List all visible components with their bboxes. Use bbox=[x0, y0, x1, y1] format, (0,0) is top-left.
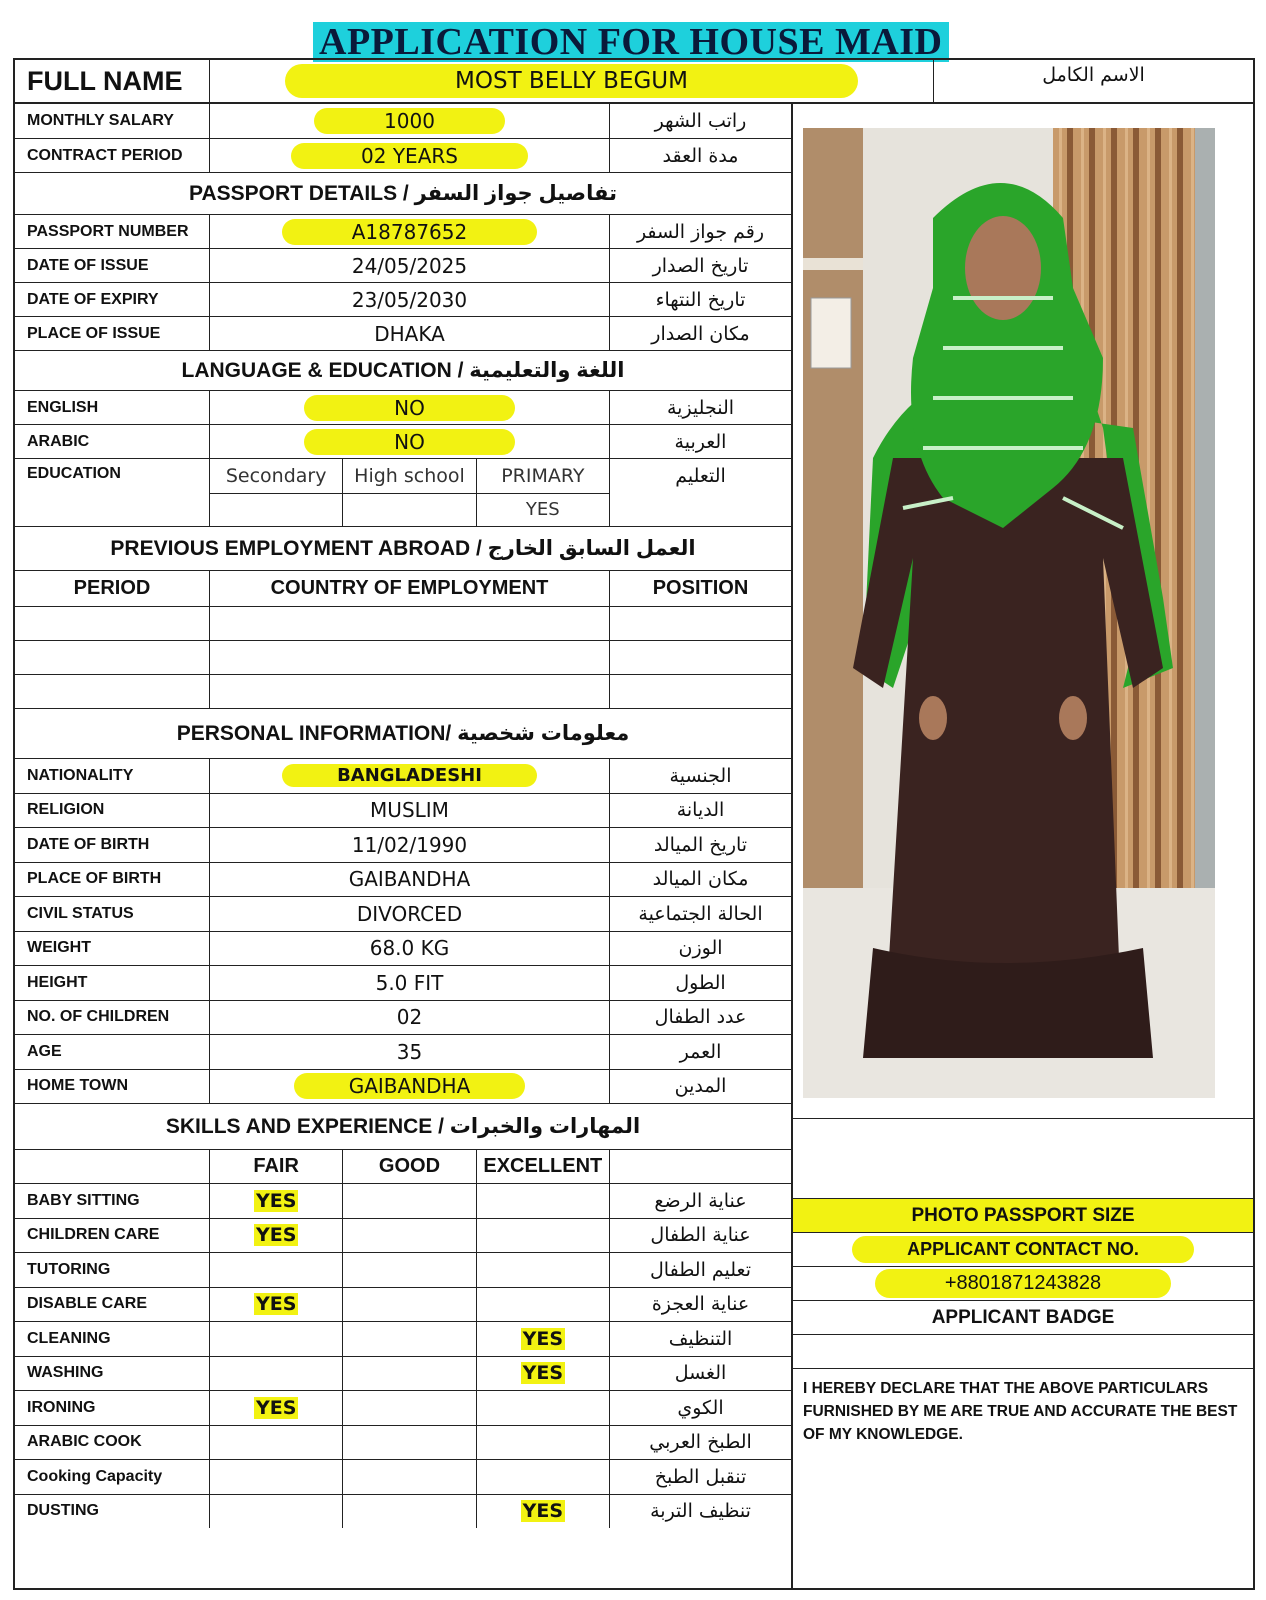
declaration bbox=[793, 1368, 1253, 1590]
passport-label: DATE OF EXPIRY bbox=[27, 290, 159, 308]
skill-label: ARABIC COOK bbox=[27, 1433, 142, 1451]
personal-label: NATIONALITY bbox=[27, 766, 134, 784]
skill-label: CHILDREN CARE bbox=[27, 1226, 160, 1244]
edu-col-value bbox=[343, 493, 475, 527]
skill-good bbox=[342, 1288, 475, 1322]
skill-fair bbox=[209, 1495, 342, 1529]
skill-label: DUSTING bbox=[27, 1502, 99, 1520]
personal-value: MUSLIM bbox=[209, 794, 609, 828]
skills-col-2: EXCELLENT bbox=[476, 1150, 609, 1183]
skills-heading-row bbox=[15, 1103, 791, 1149]
skills-row bbox=[15, 1321, 791, 1356]
skills-heading: SKILLS AND EXPERIENCE / المهارات والخبرات bbox=[165, 1115, 641, 1138]
passport-label: PLACE OF ISSUE bbox=[27, 324, 161, 342]
skill-ar: تنظيف التربة bbox=[609, 1495, 791, 1529]
skills-row bbox=[15, 1287, 791, 1322]
skill-label: BABY SITTING bbox=[27, 1191, 140, 1209]
personal-ar: تاريخ الميالد bbox=[609, 828, 791, 862]
skill-ar: تنقبل الطبخ bbox=[609, 1460, 791, 1494]
employment-cell bbox=[15, 607, 209, 640]
skill-good bbox=[342, 1495, 475, 1529]
skill-excellent bbox=[476, 1288, 609, 1322]
employment-cell bbox=[609, 607, 791, 640]
passport-value bbox=[209, 215, 609, 248]
skill-fair-text: YES bbox=[255, 1189, 297, 1212]
form-title: APPLICATION FOR HOUSE MAID bbox=[313, 22, 949, 62]
skill-fair-text: YES bbox=[255, 1396, 297, 1419]
badge-label: APPLICANT BADGE bbox=[793, 1300, 1253, 1334]
skill-label: TUTORING bbox=[27, 1260, 111, 1278]
personal-value: 35 bbox=[209, 1035, 609, 1069]
skill-ar: عناية الرضع bbox=[609, 1184, 791, 1218]
personal-row bbox=[15, 931, 791, 966]
personal-row bbox=[15, 862, 791, 897]
employment-row bbox=[15, 606, 791, 640]
passport-value: DHAKA bbox=[209, 317, 609, 350]
employment-cell bbox=[15, 641, 209, 674]
skills-col-blank bbox=[609, 1150, 791, 1183]
skills-col-0: FAIR bbox=[209, 1150, 342, 1183]
personal-row bbox=[15, 1034, 791, 1069]
education-label: EDUCATION bbox=[27, 465, 121, 482]
passport-heading-row bbox=[15, 172, 791, 214]
edu-col-0 bbox=[209, 459, 342, 526]
right-blank bbox=[793, 1118, 1253, 1198]
salary-row-label: MONTHLY SALARY bbox=[27, 112, 174, 129]
personal-row bbox=[15, 827, 791, 862]
skill-ar: عناية الطفال bbox=[609, 1219, 791, 1253]
personal-label: PLACE OF BIRTH bbox=[27, 870, 162, 888]
employment-heading-row bbox=[15, 526, 791, 570]
skills-row bbox=[15, 1459, 791, 1494]
skills-col-blank bbox=[15, 1150, 209, 1183]
personal-row bbox=[15, 896, 791, 931]
skill-good bbox=[342, 1219, 475, 1253]
personal-row bbox=[15, 793, 791, 828]
skill-good bbox=[342, 1426, 475, 1460]
skill-label: DISABLE CARE bbox=[27, 1295, 148, 1313]
personal-value bbox=[209, 1070, 609, 1104]
employment-col-position: POSITION bbox=[609, 571, 791, 606]
skill-fair bbox=[209, 1426, 342, 1460]
personal-ar: المدين bbox=[609, 1070, 791, 1104]
skill-excellent bbox=[476, 1495, 609, 1529]
personal-value: 68.0 KG bbox=[209, 932, 609, 966]
salary-row-ar: راتب الشهر bbox=[609, 104, 791, 138]
skills-row bbox=[15, 1252, 791, 1287]
skill-fair bbox=[209, 1253, 342, 1287]
skill-good bbox=[342, 1460, 475, 1494]
personal-row bbox=[15, 965, 791, 1000]
edu-col-1 bbox=[342, 459, 475, 526]
contact-number bbox=[793, 1266, 1253, 1300]
skill-excellent bbox=[476, 1426, 609, 1460]
personal-label: DATE OF BIRTH bbox=[27, 835, 150, 853]
personal-ar: الجنسية bbox=[609, 759, 791, 793]
skill-good bbox=[342, 1391, 475, 1425]
employment-cell bbox=[209, 607, 609, 640]
passport-row bbox=[15, 316, 791, 350]
personal-value: 11/02/1990 bbox=[209, 828, 609, 862]
skill-good bbox=[342, 1253, 475, 1287]
skill-label: Cooking Capacity bbox=[27, 1467, 163, 1485]
skill-ar: عناية العجزة bbox=[609, 1288, 791, 1322]
arabic-row-label: ARABIC bbox=[27, 432, 90, 450]
skill-label: IRONING bbox=[27, 1398, 96, 1416]
employment-cell bbox=[209, 675, 609, 708]
contact-label-text: APPLICANT CONTACT NO. bbox=[852, 1236, 1194, 1263]
skill-excellent bbox=[476, 1219, 609, 1253]
applicant-photo bbox=[803, 128, 1215, 1098]
skills-row bbox=[15, 1183, 791, 1218]
contract-row-value-text: 02 YEARS bbox=[291, 143, 528, 169]
skill-fair bbox=[209, 1357, 342, 1391]
personal-value bbox=[209, 759, 609, 793]
edu-col-value bbox=[210, 493, 342, 527]
skill-fair bbox=[209, 1322, 342, 1356]
salary-row bbox=[15, 104, 791, 138]
edu-col-label: PRIMARY bbox=[501, 464, 585, 487]
language-heading: LANGUAGE & EDUCATION / اللغة والتعليمية bbox=[181, 359, 625, 382]
employment-cell bbox=[609, 675, 791, 708]
full-name-cell bbox=[209, 60, 933, 102]
skill-good bbox=[342, 1357, 475, 1391]
edu-col-label: High school bbox=[354, 464, 465, 487]
skills-cols-row bbox=[15, 1149, 791, 1183]
personal-ar: العمر bbox=[609, 1035, 791, 1069]
photo-illustration bbox=[803, 128, 1215, 1098]
skill-ar: التنظيف bbox=[609, 1322, 791, 1356]
skill-label: WASHING bbox=[27, 1364, 104, 1382]
contract-row bbox=[15, 138, 791, 172]
arabic-row-value-text: NO bbox=[304, 429, 515, 455]
passport-value-text: A18787652 bbox=[282, 219, 537, 245]
passport-label: DATE OF ISSUE bbox=[27, 256, 149, 274]
edu-col-value: YES bbox=[477, 493, 609, 527]
full-name-value: MOST BELLY BEGUM bbox=[285, 64, 858, 98]
left-table bbox=[13, 102, 793, 1590]
employment-cell bbox=[209, 641, 609, 674]
employment-cell bbox=[609, 641, 791, 674]
passport-label: PASSPORT NUMBER bbox=[27, 222, 189, 240]
skill-fair-text: YES bbox=[255, 1224, 297, 1247]
personal-value: 5.0 FIT bbox=[209, 966, 609, 1000]
employment-cols-row bbox=[15, 570, 791, 606]
personal-label: AGE bbox=[27, 1042, 62, 1060]
passport-ar: رقم جواز السفر bbox=[609, 215, 791, 248]
passport-row bbox=[15, 248, 791, 282]
full-name-ar: الاسم الكامل bbox=[933, 60, 1253, 102]
passport-value: 24/05/2025 bbox=[209, 249, 609, 282]
personal-label: NO. OF CHILDREN bbox=[27, 1008, 170, 1026]
personal-label: HOME TOWN bbox=[27, 1077, 129, 1095]
language-heading-row bbox=[15, 350, 791, 390]
badge-blank bbox=[793, 1334, 1253, 1368]
skill-good bbox=[342, 1322, 475, 1356]
arabic-row-value bbox=[209, 425, 609, 458]
skill-fair bbox=[209, 1288, 342, 1322]
personal-heading-row bbox=[15, 708, 791, 758]
skill-ar: الكوي bbox=[609, 1391, 791, 1425]
passport-row bbox=[15, 214, 791, 248]
skill-excellent bbox=[476, 1253, 609, 1287]
employment-row bbox=[15, 640, 791, 674]
skill-fair bbox=[209, 1391, 342, 1425]
skill-fair bbox=[209, 1184, 342, 1218]
skills-col-1: GOOD bbox=[342, 1150, 475, 1183]
employment-col-period: PERIOD bbox=[73, 577, 151, 599]
skill-excellent-text: YES bbox=[522, 1327, 564, 1350]
personal-value: GAIBANDHA bbox=[209, 863, 609, 897]
personal-label: WEIGHT bbox=[27, 939, 91, 957]
personal-value-text: GAIBANDHA bbox=[294, 1073, 526, 1099]
english-row bbox=[15, 390, 791, 424]
personal-ar: مكان الميالد bbox=[609, 863, 791, 897]
skills-row bbox=[15, 1390, 791, 1425]
salary-row-value bbox=[209, 104, 609, 138]
contract-row-label: CONTRACT PERIOD bbox=[27, 146, 183, 164]
skill-excellent bbox=[476, 1184, 609, 1218]
personal-value: 02 bbox=[209, 1001, 609, 1035]
personal-label: RELIGION bbox=[27, 801, 105, 819]
contact-label bbox=[793, 1232, 1253, 1266]
full-name-label: FULL NAME bbox=[27, 65, 183, 96]
passport-ar: تاريخ الصدار bbox=[609, 249, 791, 282]
personal-ar: الديانة bbox=[609, 794, 791, 828]
employment-col-country: COUNTRY OF EMPLOYMENT bbox=[209, 571, 609, 606]
personal-heading: PERSONAL INFORMATION/ معلومات شخصية bbox=[176, 722, 630, 745]
employment-row bbox=[15, 674, 791, 708]
skill-ar: الطبخ العربي bbox=[609, 1426, 791, 1460]
edu-col-label: Secondary bbox=[225, 464, 327, 487]
employment-heading: PREVIOUS EMPLOYMENT ABROAD / العمل السابق الخارج bbox=[110, 537, 696, 560]
skills-row bbox=[15, 1425, 791, 1460]
contract-row-ar: مدة العقد bbox=[609, 139, 791, 172]
skill-excellent-text: YES bbox=[522, 1362, 564, 1385]
skill-excellent-text: YES bbox=[522, 1500, 564, 1523]
skill-fair-text: YES bbox=[255, 1293, 297, 1316]
arabic-row-ar: العربية bbox=[609, 425, 791, 458]
education-row bbox=[15, 458, 791, 526]
personal-row bbox=[15, 1069, 791, 1104]
personal-ar: الوزن bbox=[609, 932, 791, 966]
application-form bbox=[13, 18, 1255, 1588]
declaration-text: I HEREBY DECLARE THAT THE ABOVE PARTICULARS FURNISHED BY ME ARE TRUE AND ACCURATE THE BEST OF MY KNOWLEDGE. bbox=[803, 1380, 1238, 1443]
skill-ar: الغسل bbox=[609, 1357, 791, 1391]
skills-row bbox=[15, 1356, 791, 1391]
full-name-row bbox=[13, 58, 1255, 104]
passport-value: 23/05/2030 bbox=[209, 283, 609, 316]
passport-heading: PASSPORT DETAILS / تفاصيل جواز السفر bbox=[189, 182, 617, 205]
skill-fair bbox=[209, 1460, 342, 1494]
personal-row bbox=[15, 758, 791, 793]
personal-ar: الحالة الجتماعية bbox=[609, 897, 791, 931]
personal-ar: عدد الطفال bbox=[609, 1001, 791, 1035]
english-row-value-text: NO bbox=[304, 395, 515, 421]
contact-number-text: +8801871243828 bbox=[875, 1269, 1171, 1298]
english-row-ar: النجليزية bbox=[609, 391, 791, 424]
contract-row-value bbox=[209, 139, 609, 172]
skill-excellent bbox=[476, 1322, 609, 1356]
personal-label: CIVIL STATUS bbox=[27, 904, 134, 922]
arabic-row bbox=[15, 424, 791, 458]
personal-ar: الطول bbox=[609, 966, 791, 1000]
edu-col-2 bbox=[476, 459, 609, 526]
skill-label: CLEANING bbox=[27, 1329, 111, 1347]
passport-ar: مكان الصدار bbox=[609, 317, 791, 350]
photo-passport-label: PHOTO PASSPORT SIZE bbox=[793, 1198, 1253, 1232]
passport-row bbox=[15, 282, 791, 316]
personal-value-text: BANGLADESHI bbox=[282, 764, 537, 787]
education-ar: التعليم bbox=[609, 459, 791, 526]
skills-row bbox=[15, 1494, 791, 1529]
skill-ar: تعليم الطفال bbox=[609, 1253, 791, 1287]
english-row-value bbox=[209, 391, 609, 424]
skills-row bbox=[15, 1218, 791, 1253]
skill-excellent bbox=[476, 1391, 609, 1425]
personal-value: DIVORCED bbox=[209, 897, 609, 931]
passport-ar: تاريخ النتهاء bbox=[609, 283, 791, 316]
english-row-label: ENGLISH bbox=[27, 398, 99, 416]
skill-excellent bbox=[476, 1357, 609, 1391]
skill-fair bbox=[209, 1219, 342, 1253]
skill-good bbox=[342, 1184, 475, 1218]
salary-row-value-text: 1000 bbox=[314, 108, 505, 134]
employment-cell bbox=[15, 675, 209, 708]
skill-excellent bbox=[476, 1460, 609, 1494]
personal-label: HEIGHT bbox=[27, 973, 88, 991]
personal-row bbox=[15, 1000, 791, 1035]
